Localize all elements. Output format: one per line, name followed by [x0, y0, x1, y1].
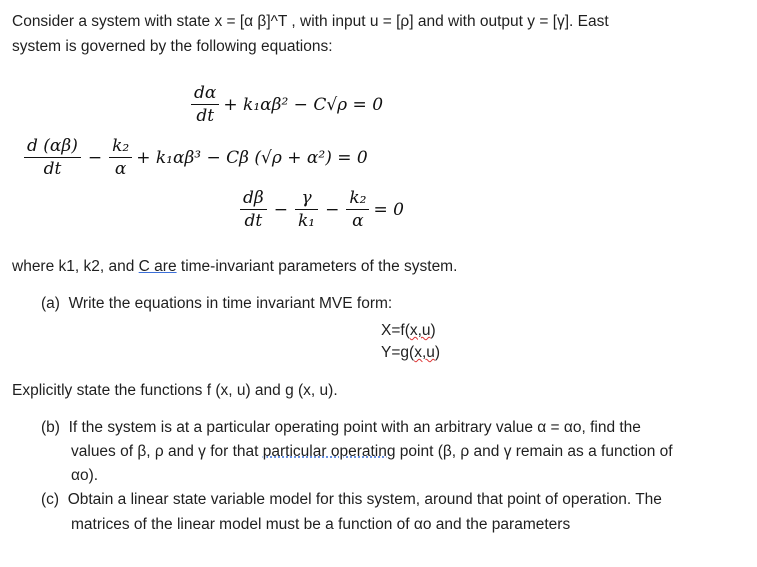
- where-underlined: C are: [138, 258, 177, 275]
- part-b-line-3: αo).: [71, 467, 99, 484]
- eq1-derivative: [191, 82, 219, 127]
- eq1-rest: + k₁αβ² − C√ρ = 0: [223, 94, 384, 115]
- x-pre: X=f(: [381, 322, 410, 339]
- eq3-minus-1: −: [273, 199, 288, 220]
- eq3-fraction-2: [295, 187, 318, 232]
- eq2-minus: −: [87, 147, 103, 168]
- eq3-derivative: [240, 187, 267, 232]
- y-equals-g: [381, 343, 440, 363]
- eq2-denominator-2: α: [114, 159, 127, 179]
- part-c-text-1: Obtain a linear state variable model for this system, around that point of operation. The: [67, 491, 662, 508]
- part-a-label: (a): [41, 295, 60, 312]
- part-b-text-1: If the system is at a particular operating point with an arbitrary value α = αo, find the: [68, 419, 641, 436]
- part-b-line-1: [41, 418, 641, 438]
- eq2-denominator-1: dt: [43, 159, 62, 179]
- equation-2: [24, 135, 368, 180]
- eq3-rest: = 0: [373, 199, 404, 220]
- eq2-fraction: [109, 135, 132, 180]
- y-post: ): [434, 344, 441, 361]
- part-c-line-1: [41, 490, 662, 510]
- eq3-denominator-1: dt: [244, 211, 263, 231]
- intro-line-1: Consider a system with state x = [α β]^T , with input u = [ρ] and with output y = [γ]. East: [12, 13, 609, 30]
- explicit-line: Explicitly state the functions f (x, u) and g (x, u).: [12, 382, 338, 399]
- eq1-numerator: dα: [191, 82, 219, 105]
- part-b-post: point (β, ρ and γ remain as a function of: [395, 443, 673, 460]
- x-post: ): [430, 322, 436, 339]
- y-pre: Y=g(: [381, 344, 415, 361]
- part-b-label: (b): [41, 419, 60, 436]
- eq3-denominator-2: k₁: [297, 211, 316, 231]
- intro-line-2: system is governed by the following equations:: [12, 38, 333, 55]
- equation-3: [240, 187, 404, 232]
- part-c-line-2: matrices of the linear model must be a function of αo and the parameters: [71, 516, 571, 533]
- eq3-numerator-2: γ: [295, 187, 318, 210]
- part-c-label: (c): [41, 491, 60, 508]
- where-line: [12, 257, 457, 277]
- part-a-text: Write the equations in time invariant MVE form:: [68, 295, 393, 312]
- x-equals-f: [381, 321, 436, 341]
- equation-1: [191, 82, 383, 127]
- eq3-fraction-3: [346, 187, 369, 232]
- part-b-line-2: [12, 442, 673, 462]
- part-b-pre: values of β, ρ and γ for that: [71, 443, 263, 460]
- where-pre: where k1, k2, and: [12, 258, 139, 275]
- eq3-minus-2: −: [325, 199, 340, 220]
- y-arg: x,u: [414, 344, 435, 361]
- part-a: [41, 294, 392, 314]
- where-post: time-invariant parameters of the system.: [176, 258, 458, 275]
- eq3-denominator-3: α: [352, 211, 364, 231]
- eq2-derivative: [24, 135, 81, 180]
- eq3-numerator-1: dβ: [240, 187, 267, 210]
- eq2-rest: + k₁αβ³ − Cβ (√ρ + α²) = 0: [136, 147, 368, 168]
- eq1-denominator: dt: [196, 106, 215, 126]
- x-arg: x,u: [409, 322, 431, 339]
- part-b-underlined: particular operating: [262, 443, 396, 460]
- eq2-numerator-1: d (αβ): [24, 135, 81, 158]
- eq3-numerator-3: k₂: [346, 187, 369, 210]
- eq2-numerator-2: k₂: [109, 135, 132, 158]
